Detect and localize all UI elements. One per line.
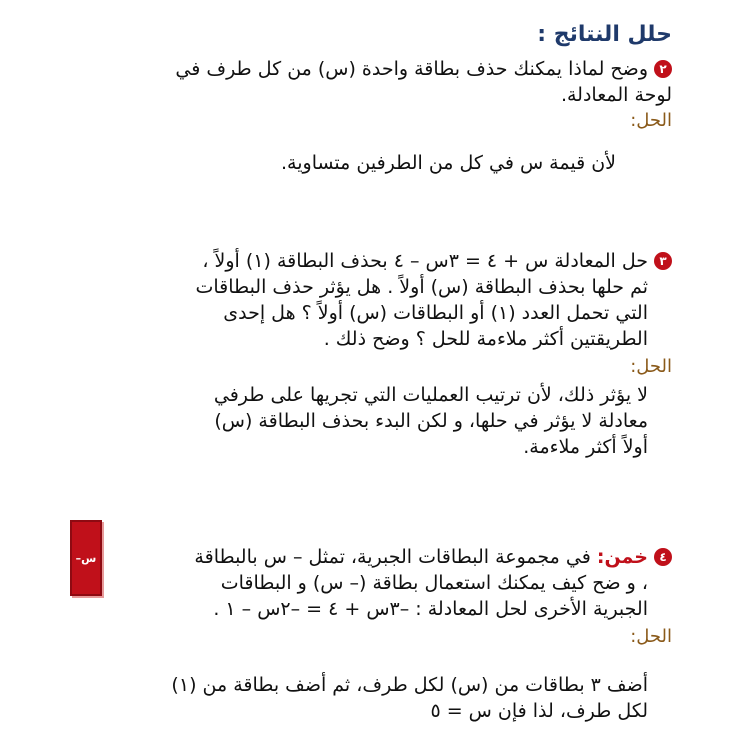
solution-label-q2: الحل: bbox=[630, 110, 672, 131]
negative-x-card: –س bbox=[70, 520, 102, 596]
question-3-line-3: التي تحمل العدد (١) أو البطاقات (س) أولاً ؟ هل إحدى bbox=[223, 302, 648, 324]
answer-3-line-1: لا يؤثر ذلك، لأن ترتيب العمليات التي تجريها على طرفي bbox=[213, 384, 648, 406]
guess-label: خمن: bbox=[596, 546, 648, 568]
question-number-badge: ٤ bbox=[654, 548, 672, 566]
section-heading: حلل النتائج : bbox=[537, 22, 672, 47]
answer-2-line-1: لأن قيمة س في كل من الطرفين متساوية. bbox=[281, 152, 616, 174]
question-2 bbox=[175, 56, 672, 108]
question-4-line-3: الجبرية الأخرى لحل المعادلة : –٣س + ٤ = –٢س – ١ . bbox=[213, 598, 648, 620]
solution-label-q4: الحل: bbox=[630, 626, 672, 647]
answer-4-line-1: أضف ٣ بطاقات من (س) لكل طرف، ثم أضف بطاقة من (١) bbox=[171, 674, 648, 696]
question-4-line-1: ٤خمن: في مجموعة البطاقات الجبرية، تمثل – س بالبطاقة bbox=[194, 544, 672, 570]
answer-4 bbox=[171, 672, 648, 724]
solution-label-q3: الحل: bbox=[630, 356, 672, 377]
answer-3-line-2: معادلة لا يؤثر في حلها، و لكن البدء بحذف البطاقة (س) bbox=[214, 410, 648, 432]
question-4-line-2: ، و ضح كيف يمكنك استعمال بطاقة (– س) و البطاقات bbox=[220, 572, 648, 594]
answer-3 bbox=[214, 382, 648, 460]
answer-3-line-3: أولاً أكثر ملاءمة. bbox=[523, 436, 648, 458]
question-number-badge: ٣ bbox=[654, 252, 672, 270]
question-2-line-2: لوحة المعادلة. bbox=[560, 84, 672, 106]
answer-2 bbox=[281, 150, 616, 176]
question-3-line-1: ٣حل المعادلة س + ٤ = ٣س – ٤ بحذف البطاقة (١) أولاً ، bbox=[195, 248, 672, 274]
question-3 bbox=[195, 248, 672, 352]
question-3-line-2: ثم حلها بحذف البطاقة (س) أولاً . هل يؤثر حذف البطاقات bbox=[195, 276, 648, 298]
question-3-line-4: الطريقتين أكثر ملاءمة للحل ؟ وضح ذلك . bbox=[323, 328, 648, 350]
question-4 bbox=[194, 544, 672, 622]
question-2-line-1: ٢وضح لماذا يمكنك حذف بطاقة واحدة (س) من كل طرف في bbox=[175, 56, 672, 82]
question-number-badge: ٢ bbox=[654, 60, 672, 78]
answer-4-line-2: لكل طرف، لذا فإن س = ٥ bbox=[430, 700, 648, 722]
